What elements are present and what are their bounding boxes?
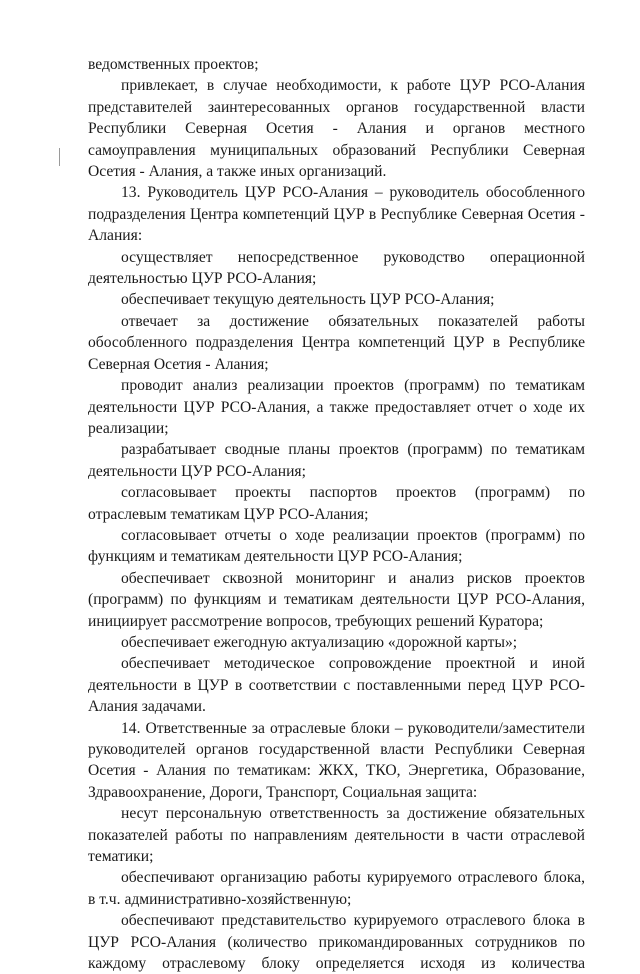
paragraph-involves-representatives: привлекает, в случае необходимости, к работе ЦУР РСО-Алания представителей заинтересованных органов государственной власти Республики Северная Осетия - Алания и органов местного самоуправления муниципальных образований Республики Северная Осетия - Алания, а также иных организаций. — [88, 77, 585, 181]
paragraph-block-representation: обеспечивают представительство курируемого отраслевого блока в ЦУР РСО-Алания (количество прикомандированных сотрудников по каждому отраслевому блоку определяется исходя из количества — [88, 912, 585, 973]
paragraph-current-activity: обеспечивает текущую деятельность ЦУР РСО-Алания; — [121, 291, 495, 309]
paragraph-mandatory-indicators: отвечает за достижение обязательных показателей работы обособленного подразделения Центра компетенций ЦУР в Республике Северная Осетия - Алания; — [88, 312, 585, 373]
paragraph-block-organization: обеспечивают организацию работы курируемого отраслевого блока, в т.ч. административно-хозяйственную; — [88, 869, 585, 908]
paragraph-personal-responsibility: несут персональную ответственность за достижение обязательных показателей работы по направлениям деятельности в части отраслевой тематики; — [88, 805, 585, 866]
paragraph-analysis-of-projects: проводит анализ реализации проектов (программ) по тематикам деятельности ЦУР РСО-Алания, а также предоставляет отчет о ходе их реализации; — [88, 377, 585, 437]
paragraph-methodical-support: обеспечивает методическое сопровождение проектной и иной деятельности в ЦУР в соответствии с поставленными перед ЦУР РСО-Алания задачами. — [88, 655, 585, 716]
paragraph-continuation: ведомственных проектов; — [88, 56, 259, 73]
margin-mark — [59, 148, 60, 166]
paragraph-section-13: 13. Руководитель ЦУР РСО-Алания – руководитель обособленного подразделения Центра компетенций ЦУР в Республике Северная Осетия - Алания: — [88, 184, 585, 245]
paragraph-passport-approval: согласовывает проекты паспортов проектов (программ) по отраслевым тематикам ЦУР РСО-Алания; — [88, 484, 585, 523]
paragraph-report-approval: согласовывает отчеты о ходе реализации проектов (программ) по функциям и тематикам деятельности ЦУР РСО-Алания; — [88, 526, 585, 566]
paragraph-risk-monitoring: обеспечивает сквозной мониторинг и анализ рисков проектов (программ) по функциям и тематикам деятельности ЦУР РСО-Алания, инициирует рассмотрение вопросов, требующих решений Куратора; — [88, 569, 585, 630]
paragraph-section-14: 14. Ответственные за отраслевые блоки – руководители/заместители руководителей органов государственной власти Республики Северная Осетия - Алания по тематикам: ЖКХ, ТКО, Энергетика, Образование, Здравоохранение, Дороги, Транспорт, Социальная защита: — [88, 719, 585, 801]
paragraph-roadmap-update: обеспечивает ежегодную актуализацию «дорожной карты»; — [121, 633, 518, 651]
document-body — [88, 54, 585, 974]
paragraph-operational-management: осуществляет непосредственное руководство операционной деятельностью ЦУР РСО-Алания; — [88, 248, 585, 288]
paragraph-summary-plans: разрабатывает сводные планы проектов (программ) по тематикам деятельности ЦУР РСО-Алания; — [88, 441, 585, 480]
